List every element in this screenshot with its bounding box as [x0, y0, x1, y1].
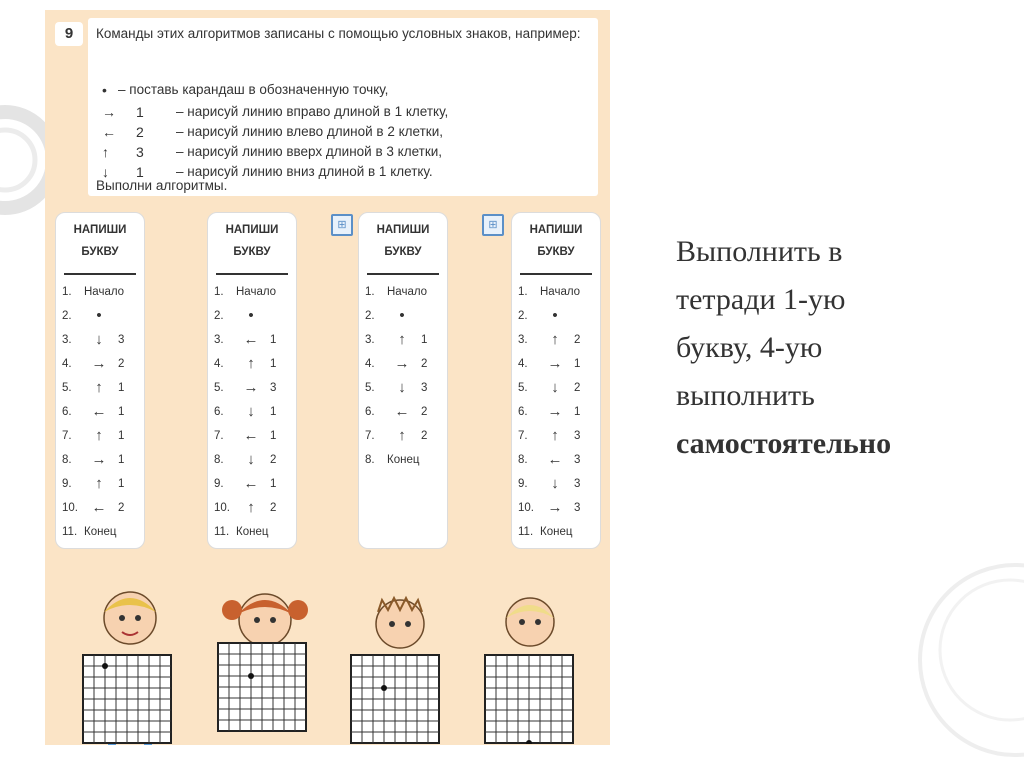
step-arrow: ←: [91, 403, 107, 420]
card-header-line: НАПИШИ: [376, 224, 430, 236]
step-number: 11.: [214, 526, 230, 538]
step-arrow: ←: [394, 403, 410, 420]
assignment-line: тетради 1-ую: [676, 283, 846, 316]
step-value: 1: [118, 454, 125, 466]
legend-text: – нарисуй линию вниз длиной в 1 клетку.: [176, 164, 433, 179]
step-arrow: ↑: [247, 499, 255, 516]
step-value: 1: [270, 334, 277, 346]
step-arrow: →: [547, 403, 563, 420]
step-row: [512, 379, 600, 401]
step-arrow: ↓: [398, 379, 406, 396]
card-divider: [216, 273, 288, 275]
step-number: 6.: [214, 406, 224, 418]
step-word: Конец: [236, 526, 269, 538]
girl-face-2: [506, 598, 554, 646]
step-row: [56, 499, 144, 521]
step-number: 2.: [365, 310, 375, 322]
legend-symbol: →: [102, 104, 116, 120]
step-number: 11.: [518, 526, 534, 538]
card-header-line: БУКВУ: [81, 246, 119, 258]
step-row: [56, 475, 144, 497]
step-value: 2: [270, 502, 277, 514]
step-arrow: •: [552, 307, 558, 324]
step-row: [56, 427, 144, 449]
card-header: [56, 219, 144, 263]
step-value: 1: [574, 406, 581, 418]
step-row: [208, 427, 296, 449]
card-header-line: БУКВУ: [384, 246, 422, 258]
step-row: [208, 475, 296, 497]
step-value: 2: [421, 430, 428, 442]
legend-item: [88, 80, 598, 100]
algorithm-card: [207, 212, 297, 549]
grid-icon: ⊞: [331, 214, 353, 236]
step-number: 2.: [214, 310, 224, 322]
step-arrow: •: [248, 307, 254, 324]
step-row: [512, 355, 600, 377]
legend-text: – нарисуй линию вверх длиной в 3 клетки,: [176, 144, 443, 159]
practice-grid: [217, 642, 307, 732]
step-row: [208, 523, 296, 545]
step-word: Конец: [387, 454, 420, 466]
step-value: 2: [118, 502, 125, 514]
step-number: 5.: [365, 382, 375, 394]
step-number: 7.: [62, 430, 72, 442]
step-value: 1: [270, 478, 277, 490]
step-arrow: ↑: [95, 427, 103, 444]
step-number: 4.: [214, 358, 224, 370]
legend-value: 2: [136, 124, 144, 140]
step-row: [56, 355, 144, 377]
step-number: 1.: [518, 286, 528, 298]
algorithm-card: [511, 212, 601, 549]
step-word: Начало: [540, 286, 581, 298]
step-number: 2.: [518, 310, 528, 322]
algorithm-card: [55, 212, 145, 549]
step-row: [512, 331, 600, 353]
card-divider: [520, 273, 592, 275]
step-number: 11.: [62, 526, 78, 538]
boy-face-2: [376, 598, 424, 648]
step-number: 10.: [62, 502, 78, 514]
legend-value: 1: [136, 164, 144, 180]
step-row: [359, 355, 447, 377]
step-number: 9.: [62, 478, 72, 490]
step-value: 2: [574, 334, 581, 346]
card-header: [359, 219, 447, 263]
step-number: 9.: [214, 478, 224, 490]
card-header-line: НАПИШИ: [73, 224, 127, 236]
step-number: 6.: [62, 406, 72, 418]
step-value: 3: [270, 382, 277, 394]
step-arrow: ↑: [95, 475, 103, 492]
step-row: [512, 307, 600, 329]
step-row: [512, 523, 600, 545]
step-row: [359, 451, 447, 473]
legend-value: 1: [136, 104, 144, 120]
instructions-intro: Команды этих алгоритмов записаны с помощью условных знаков, например:: [96, 26, 581, 41]
step-number: 8.: [518, 454, 528, 466]
step-row: [512, 283, 600, 305]
step-row: [512, 475, 600, 497]
step-number: 1.: [62, 286, 72, 298]
start-dot: [381, 685, 387, 691]
step-arrow: ↓: [551, 379, 559, 396]
step-arrow: ↑: [247, 355, 255, 372]
assignment-line: букву, 4-ую: [676, 331, 823, 364]
step-row: [512, 499, 600, 521]
step-number: 3.: [365, 334, 375, 346]
step-value: 1: [270, 358, 277, 370]
step-value: 2: [574, 382, 581, 394]
step-number: 3.: [518, 334, 528, 346]
step-arrow: →: [91, 355, 107, 372]
step-arrow: ←: [243, 475, 259, 492]
step-row: [359, 307, 447, 329]
step-number: 4.: [365, 358, 375, 370]
step-number: 6.: [518, 406, 528, 418]
grid-icon: ⊞: [482, 214, 504, 236]
card-header: [512, 219, 600, 263]
step-value: 3: [574, 502, 581, 514]
legend-symbol: •: [102, 82, 107, 98]
step-arrow: •: [96, 307, 102, 324]
step-row: [56, 307, 144, 329]
step-row: [56, 283, 144, 305]
step-number: 9.: [518, 478, 528, 490]
card-header: [208, 219, 296, 263]
card-header-line: БУКВУ: [233, 246, 271, 258]
card-header-line: НАПИШИ: [225, 224, 279, 236]
step-row: [208, 403, 296, 425]
step-number: 5.: [214, 382, 224, 394]
step-arrow: ←: [91, 499, 107, 516]
step-number: 3.: [62, 334, 72, 346]
step-row: [512, 427, 600, 449]
step-row: [512, 403, 600, 425]
step-row: [512, 451, 600, 473]
step-row: [359, 379, 447, 401]
step-value: 1: [118, 382, 125, 394]
step-arrow: ↑: [551, 427, 559, 444]
step-value: 2: [118, 358, 125, 370]
start-dot: [248, 673, 254, 679]
step-row: [208, 283, 296, 305]
assignment-line: самостоятельно: [676, 427, 892, 460]
step-row: [208, 499, 296, 521]
step-value: 1: [574, 358, 581, 370]
legend-value: 3: [136, 144, 144, 160]
step-value: 3: [574, 478, 581, 490]
step-arrow: →: [394, 355, 410, 372]
step-word: Конец: [84, 526, 117, 538]
step-value: 1: [118, 478, 125, 490]
legend-item: [88, 142, 598, 162]
practice-grid: [82, 654, 172, 744]
legend-symbol: ←: [102, 124, 116, 140]
step-arrow: ↓: [247, 451, 255, 468]
step-number: 6.: [365, 406, 375, 418]
legend-item: [88, 102, 598, 122]
step-arrow: ↑: [95, 379, 103, 396]
step-number: 3.: [214, 334, 224, 346]
step-row: [359, 427, 447, 449]
algorithm-card: [358, 212, 448, 549]
step-number: 8.: [62, 454, 72, 466]
girl-face: [222, 594, 308, 646]
step-arrow: →: [243, 379, 259, 396]
step-arrow: →: [547, 499, 563, 516]
step-arrow: ←: [243, 427, 259, 444]
step-row: [56, 403, 144, 425]
step-value: 2: [270, 454, 277, 466]
step-row: [56, 331, 144, 353]
step-number: 7.: [365, 430, 375, 442]
step-number: 5.: [62, 382, 72, 394]
step-word: Начало: [387, 286, 428, 298]
card-header-line: БУКВУ: [537, 246, 575, 258]
step-arrow: →: [91, 451, 107, 468]
step-number: 10.: [518, 502, 534, 514]
step-arrow: →: [547, 355, 563, 372]
step-arrow: ←: [547, 451, 563, 468]
step-number: 7.: [518, 430, 528, 442]
instructions-outro: Выполни алгоритмы.: [96, 178, 228, 193]
card-header-line: НАПИШИ: [529, 224, 583, 236]
step-row: [208, 307, 296, 329]
step-value: 3: [421, 382, 428, 394]
step-row: [56, 523, 144, 545]
step-value: 2: [421, 406, 428, 418]
step-row: [359, 403, 447, 425]
step-number: 10.: [214, 502, 230, 514]
assignment-line: Выполнить в: [676, 235, 843, 268]
practice-grid: [484, 654, 574, 744]
card-divider: [64, 273, 136, 275]
step-row: [208, 451, 296, 473]
step-value: 1: [270, 430, 277, 442]
step-arrow: ↓: [551, 475, 559, 492]
step-value: 3: [574, 454, 581, 466]
step-row: [208, 379, 296, 401]
task-number: 9: [55, 22, 83, 46]
step-number: 1.: [214, 286, 224, 298]
step-word: Конец: [540, 526, 573, 538]
start-dot: [102, 663, 108, 669]
step-word: Начало: [84, 286, 125, 298]
step-value: 1: [270, 406, 277, 418]
step-row: [56, 379, 144, 401]
card-divider: [367, 273, 439, 275]
step-value: 3: [574, 430, 581, 442]
step-row: [208, 331, 296, 353]
step-row: [359, 283, 447, 305]
step-number: 4.: [518, 358, 528, 370]
step-row: [208, 355, 296, 377]
practice-grid: [350, 654, 440, 744]
step-row: [56, 451, 144, 473]
step-number: 4.: [62, 358, 72, 370]
step-number: 8.: [214, 454, 224, 466]
step-arrow: ↑: [398, 427, 406, 444]
step-arrow: ↑: [398, 331, 406, 348]
legend-text: – нарисуй линию влево длиной в 2 клетки,: [176, 124, 443, 139]
legend-text: – поставь карандаш в обозначенную точку,: [118, 82, 389, 97]
step-word: Начало: [236, 286, 277, 298]
step-number: 5.: [518, 382, 528, 394]
assignment-line: выполнить: [676, 379, 815, 412]
legend-symbol: ↑: [102, 144, 109, 160]
legend-symbol: ↓: [102, 164, 109, 180]
step-value: 2: [421, 358, 428, 370]
step-arrow: ↓: [247, 403, 255, 420]
step-value: 1: [118, 430, 125, 442]
step-value: 1: [118, 406, 125, 418]
step-number: 8.: [365, 454, 375, 466]
step-number: 7.: [214, 430, 224, 442]
step-arrow: •: [399, 307, 405, 324]
legend-item: [88, 122, 598, 142]
step-value: 1: [421, 334, 428, 346]
step-arrow: ↑: [551, 331, 559, 348]
step-arrow: ←: [243, 331, 259, 348]
assignment-text: [676, 228, 976, 468]
step-number: 1.: [365, 286, 375, 298]
instructions-box: [88, 18, 598, 196]
step-row: [359, 331, 447, 353]
step-number: 2.: [62, 310, 72, 322]
step-value: 3: [118, 334, 125, 346]
legend-text: – нарисуй линию вправо длиной в 1 клетку,: [176, 104, 449, 119]
step-arrow: ↓: [95, 331, 103, 348]
